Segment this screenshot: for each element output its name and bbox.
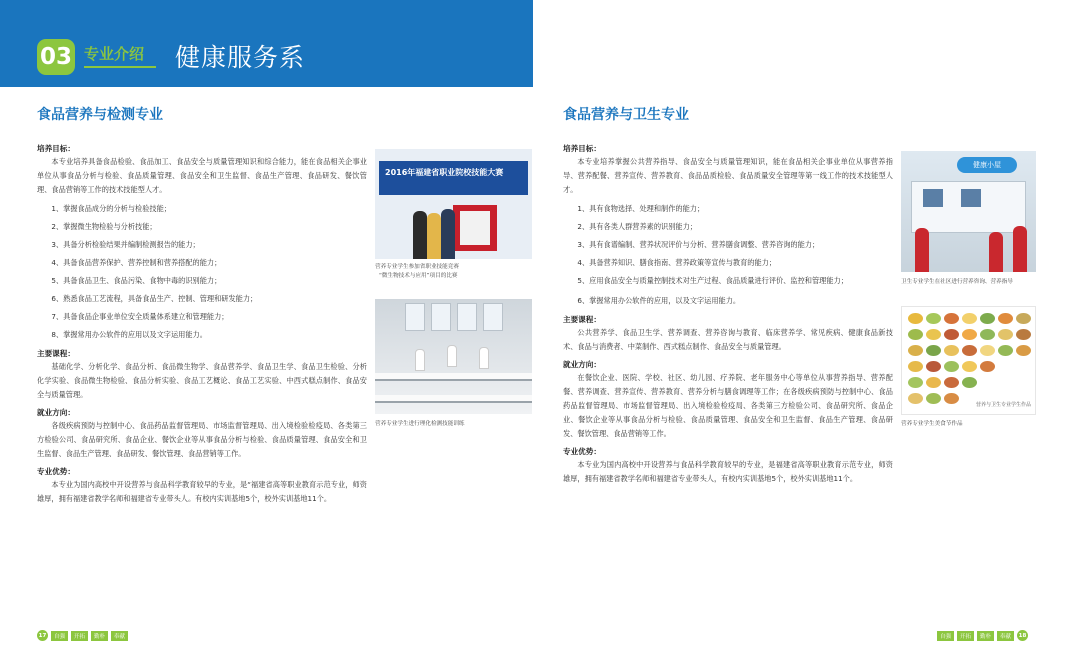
major-title-right: 食品营养与卫生专业 bbox=[563, 107, 689, 123]
page-number-left: 17 bbox=[37, 630, 48, 641]
dish-image bbox=[1016, 345, 1031, 356]
motto-tag: 自强 bbox=[937, 631, 954, 641]
job-text: 在餐饮企业、医院、学校、社区、幼儿园、疗养院、老年服务中心等单位从事营养指导、营养配餐、营养调查、营养宣传、营养教育、营养分析与膳食调理等工作；在各级疾病预防与控制中心、食品药品监督管理局、市场监督管理局、出入境检验检疫局、各类第三方检验公司、食品研究所、食品企业、餐饮企业等从事食品分析与检验、食品质量管理、食品安全和卫生监督、食品生产管理、食品研发、餐饮管理、食品营销等工作。 bbox=[563, 373, 893, 438]
job-heading: 就业方向： bbox=[37, 408, 75, 417]
motto-tag: 勤朴 bbox=[977, 631, 994, 641]
job-heading: 就业方向： bbox=[563, 360, 601, 369]
advantage-text: 本专业为国内高校中开设营养与食品科学教育较早的专业，是福建省高等职业教育示范专业，师资雄厚，拥有福建省教学名师和福建省专业带头人，有校内实训基地5个，校外实训基地11个。 bbox=[563, 460, 893, 483]
ability-item: 6、熟悉食品工艺流程，具备食品生产、控制、管理和研发能力； bbox=[51, 294, 258, 303]
right-column bbox=[563, 104, 893, 486]
ability-item: 7、具备食品企事业单位安全质量体系建立和管理能力； bbox=[51, 312, 229, 321]
food-works-photo bbox=[901, 306, 1036, 415]
ability-item: 2、掌握微生物检验与分析技能； bbox=[51, 222, 157, 231]
dish-image bbox=[962, 329, 977, 340]
dish-image bbox=[944, 393, 959, 404]
dish-image bbox=[980, 361, 995, 372]
dish-image bbox=[944, 361, 959, 372]
lab-window bbox=[457, 303, 477, 331]
dish-image bbox=[908, 345, 923, 356]
ability-item: 3、具有食谱编制、营养状况评价与分析、营养膳食调整、营养咨询的能力； bbox=[577, 240, 820, 249]
left-column bbox=[37, 104, 367, 506]
dish-image bbox=[1016, 329, 1031, 340]
motto-tag: 开拓 bbox=[71, 631, 88, 641]
dish-image bbox=[944, 313, 959, 324]
course-heading: 主要课程： bbox=[563, 315, 601, 324]
dish-image bbox=[908, 329, 923, 340]
goal-heading: 培养目标： bbox=[563, 144, 601, 153]
photo-caption: 营养专业学生参加省职业技能竞赛 bbox=[375, 264, 459, 270]
person-figure bbox=[1013, 226, 1027, 272]
dish-image bbox=[980, 345, 995, 356]
ability-list bbox=[563, 200, 893, 310]
dish-image bbox=[926, 345, 941, 356]
photo-caption: 营养专业学生美食节作品 bbox=[901, 421, 963, 427]
student-figure bbox=[479, 347, 489, 369]
person-figure bbox=[989, 232, 1003, 272]
dish-image bbox=[962, 313, 977, 324]
photo-caption: 营养专业学生进行理化检测技能训练 bbox=[375, 421, 465, 427]
course-text: 公共营养学、食品卫生学、营养调查、营养咨询与教育、临床营养学、常见疾病、健康食品新技术、食品与消费者、中菜制作、西式糕点制作、食品安全与质量管理。 bbox=[563, 328, 893, 351]
motto-tag: 开拓 bbox=[957, 631, 974, 641]
goal-text: 本专业培养掌握公共营养指导、食品安全与质量管理知识，能在食品相关企事业单位从事营养指导、营养配餐、营养宣传、营养教育、食品品质检验、食品质量安全管理等第一线工作的技术技能型人才。 bbox=[563, 157, 893, 194]
course-heading: 主要课程： bbox=[37, 349, 75, 358]
dish-image bbox=[944, 377, 959, 388]
page-number-right: 18 bbox=[1017, 630, 1028, 641]
advantage-heading: 专业优势： bbox=[37, 467, 75, 476]
footer-right bbox=[937, 630, 1028, 641]
advantage-text: 本专业为国内高校中开设营养与食品科学教育较早的专业，是“福建省高等职业教育示范专业，师资雄厚，拥有福建省教学名师和福建省专业带头人。有校内实训基地5个，校外实训基地11个。 bbox=[37, 480, 367, 503]
motto-tag: 自强 bbox=[51, 631, 68, 641]
ability-item: 6、掌握常用办公软件的应用，以及文字运用能力。 bbox=[577, 296, 741, 305]
dish-image bbox=[908, 393, 923, 404]
dish-image bbox=[998, 345, 1013, 356]
footer-left bbox=[37, 630, 128, 641]
section-number-badge: 03 bbox=[37, 39, 75, 75]
photo-caption: 卫生专业学生在社区进行营养咨询、营养指导 bbox=[901, 279, 1013, 285]
ability-item: 1、掌握食品成分的分析与检验技能； bbox=[51, 204, 171, 213]
dish-image bbox=[944, 329, 959, 340]
dish-image bbox=[926, 329, 941, 340]
ability-item: 4、具备营养知识、膳食指南、营养政策等宣传与教育的能力； bbox=[577, 258, 777, 267]
food-works-note: 营养与卫生专业学生作品 bbox=[975, 402, 1031, 408]
health-hut-photo bbox=[901, 151, 1036, 272]
person-figure bbox=[413, 211, 427, 259]
dish-image bbox=[908, 313, 923, 324]
student-figure bbox=[447, 345, 457, 367]
department-title: 健康服务系 bbox=[175, 43, 306, 72]
award-sheet bbox=[460, 211, 490, 245]
advantage-heading: 专业优势： bbox=[563, 447, 601, 456]
dish-image bbox=[980, 329, 995, 340]
display-screen bbox=[923, 189, 943, 207]
ability-item: 3、具备分析检验结果并编制检测报告的能力； bbox=[51, 240, 200, 249]
ability-list bbox=[37, 200, 367, 344]
competition-banner-text: 2016年福建省职业院校技能大赛 bbox=[385, 168, 504, 177]
dish-image bbox=[926, 377, 941, 388]
motto-tag: 勤朴 bbox=[91, 631, 108, 641]
course-text: 基础化学、分析化学、食品分析、食品微生物学、食品营养学、食品卫生学、食品卫生检验、分析化学实验、食品微生物检验、食品分析实验、食品工艺概论、食品工艺实验、中西式糕点制作、食品安全与质量管理。 bbox=[37, 362, 367, 399]
person-figure bbox=[427, 213, 441, 259]
ability-item: 8、掌握常用办公软件的应用以及文字运用能力。 bbox=[51, 330, 207, 339]
dish-image bbox=[962, 345, 977, 356]
ability-item: 5、具备食品卫生、食品污染、食物中毒的识别能力； bbox=[51, 276, 222, 285]
dish-image bbox=[926, 393, 941, 404]
job-text: 各级疾病预防与控制中心、食品药品监督管理局、市场监督管理局、出入境检验检疫局、各类第三方检验公司、食品研究所、食品企业、餐饮企业等从事食品分析与检验、食品质量管理、食品安全和卫生监督、食品生产管理、食品研发、餐饮管理、食品营销等工作。 bbox=[37, 421, 367, 458]
dish-image bbox=[926, 313, 941, 324]
dish-image bbox=[998, 329, 1013, 340]
dish-image bbox=[908, 361, 923, 372]
dish-image bbox=[962, 361, 977, 372]
ability-item: 1、具有食物选择、处理和制作的能力； bbox=[577, 204, 705, 213]
lab-window bbox=[405, 303, 425, 331]
lab-photo bbox=[375, 299, 532, 414]
dish-image bbox=[944, 345, 959, 356]
competition-photo bbox=[375, 149, 532, 259]
student-figure bbox=[415, 349, 425, 371]
photo-caption: “微生物技术与应用”项目的比赛 bbox=[379, 273, 458, 279]
lab-window bbox=[483, 303, 503, 331]
lab-window bbox=[431, 303, 451, 331]
person-figure bbox=[441, 209, 455, 259]
dish-image bbox=[908, 377, 923, 388]
major-title-left: 食品营养与检测专业 bbox=[37, 107, 163, 123]
section-label: 专业介绍 bbox=[84, 45, 145, 63]
motto-tag: 奉献 bbox=[997, 631, 1014, 641]
ability-item: 4、具备食品营养保护、营养控制和营养搭配的能力； bbox=[51, 258, 222, 267]
ability-item: 5、应用食品安全与质量控制技术对生产过程、食品质量进行评价、监控和管理能力； bbox=[577, 276, 848, 285]
motto-tag: 奉献 bbox=[111, 631, 128, 641]
dish-image bbox=[926, 361, 941, 372]
display-screen bbox=[961, 189, 981, 207]
goal-text: 本专业培养具备食品检验、食品加工、食品安全与质量管理知识和综合能力，能在食品相关企事业单位从事食品分析与检验、食品质量管理、食品安全和卫生监督、食品生产管理、食品研发、餐饮管理、食品营销等工作的技术技能型人才。 bbox=[37, 157, 367, 194]
goal-heading: 培养目标： bbox=[37, 144, 75, 153]
person-figure bbox=[915, 228, 929, 272]
dish-image bbox=[998, 313, 1013, 324]
dish-image bbox=[1016, 313, 1031, 324]
lab-bench bbox=[375, 395, 532, 403]
dish-image bbox=[962, 377, 977, 388]
health-hut-sign: 健康小屋 bbox=[957, 157, 1017, 173]
ability-item: 2、具有各类人群营养素的识别能力； bbox=[577, 222, 697, 231]
lab-bench bbox=[375, 373, 532, 381]
dish-image bbox=[980, 313, 995, 324]
section-underline bbox=[84, 66, 156, 68]
